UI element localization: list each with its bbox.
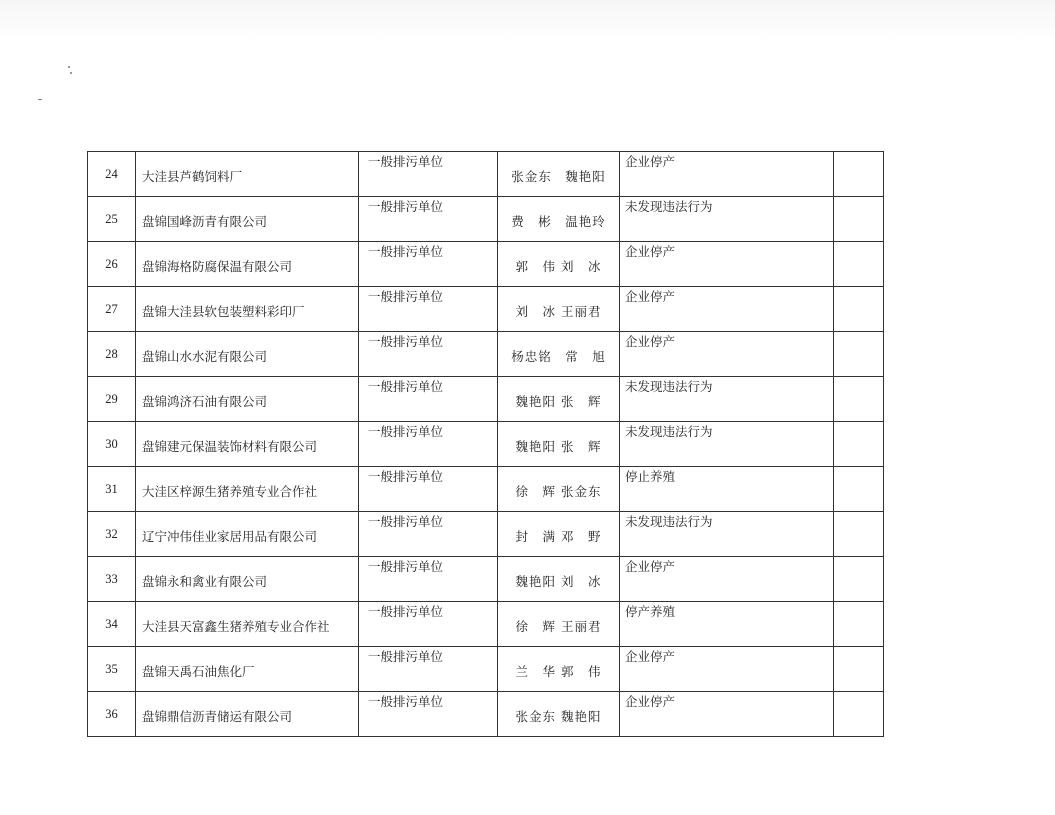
row-number-cell: 29 (88, 377, 136, 422)
company-name-cell: 盘锦大洼县软包装塑料彩印厂 (136, 287, 359, 332)
table-row (88, 602, 884, 647)
company-name-cell: 盘锦鸿济石油有限公司 (136, 377, 359, 422)
company-name-cell: 辽宁冲伟佳业家居用品有限公司 (136, 512, 359, 557)
table-row (88, 377, 884, 422)
inspectors-cell: 封 满 邓 野 (498, 512, 620, 557)
inspectors-cell: 徐 辉 张金东 (498, 467, 620, 512)
inspectors-cell: 徐 辉 王丽君 (498, 602, 620, 647)
inspection-result-cell: 未发现违法行为 (620, 422, 834, 467)
inspection-result-cell: 企业停产 (620, 242, 834, 287)
table-row (88, 467, 884, 512)
table-row (88, 557, 884, 602)
unit-type-cell: 一般排污单位 (359, 602, 498, 647)
remarks-cell (834, 602, 884, 647)
inspection-result-cell: 停产养殖 (620, 602, 834, 647)
remarks-cell (834, 287, 884, 332)
row-number-cell: 28 (88, 332, 136, 377)
scan-speck (68, 66, 70, 68)
company-name-cell: 盘锦海格防腐保温有限公司 (136, 242, 359, 287)
inspection-result-cell: 企业停产 (620, 332, 834, 377)
table-row (88, 152, 884, 197)
inspection-result-cell: 企业停产 (620, 287, 834, 332)
company-name-cell: 大洼区梓源生猪养殖专业合作社 (136, 467, 359, 512)
remarks-cell (834, 467, 884, 512)
unit-type-cell: 一般排污单位 (359, 557, 498, 602)
inspection-result-cell: 停止养殖 (620, 467, 834, 512)
table-row (88, 422, 884, 467)
unit-type-cell: 一般排污单位 (359, 332, 498, 377)
company-name-cell: 盘锦永和禽业有限公司 (136, 557, 359, 602)
unit-type-cell: 一般排污单位 (359, 197, 498, 242)
inspectors-cell: 兰 华 郭 伟 (498, 647, 620, 692)
remarks-cell (834, 557, 884, 602)
inspectors-cell: 郭 伟 刘 冰 (498, 242, 620, 287)
row-number-cell: 30 (88, 422, 136, 467)
inspection-record-table (87, 151, 884, 737)
scan-speck (70, 72, 72, 74)
unit-type-cell: 一般排污单位 (359, 287, 498, 332)
remarks-cell (834, 152, 884, 197)
company-name-cell: 大洼县天富鑫生猪养殖专业合作社 (136, 602, 359, 647)
unit-type-cell: 一般排污单位 (359, 152, 498, 197)
row-number-cell: 25 (88, 197, 136, 242)
inspectors-cell: 费 彬 温艳玲 (498, 197, 620, 242)
row-number-cell: 36 (88, 692, 136, 737)
unit-type-cell: 一般排污单位 (359, 512, 498, 557)
row-number-cell: 31 (88, 467, 136, 512)
inspectors-cell: 刘 冰 王丽君 (498, 287, 620, 332)
company-name-cell: 盘锦鼎信沥青储运有限公司 (136, 692, 359, 737)
remarks-cell (834, 512, 884, 557)
table-row (88, 332, 884, 377)
inspection-result-cell: 企业停产 (620, 557, 834, 602)
row-number-cell: 34 (88, 602, 136, 647)
inspection-result-cell: 企业停产 (620, 692, 834, 737)
unit-type-cell: 一般排污单位 (359, 692, 498, 737)
row-number-cell: 26 (88, 242, 136, 287)
company-name-cell: 盘锦天禹石油焦化厂 (136, 647, 359, 692)
inspectors-cell: 张金东 魏艳阳 (498, 692, 620, 737)
unit-type-cell: 一般排污单位 (359, 647, 498, 692)
company-name-cell: 大洼县芦鹤饲料厂 (136, 152, 359, 197)
table-row (88, 512, 884, 557)
unit-type-cell: 一般排污单位 (359, 377, 498, 422)
table-body (88, 152, 884, 737)
inspection-result-cell: 企业停产 (620, 152, 834, 197)
remarks-cell (834, 422, 884, 467)
inspectors-cell: 魏艳阳 刘 冰 (498, 557, 620, 602)
inspection-result-cell: 未发现违法行为 (620, 377, 834, 422)
table-row (88, 692, 884, 737)
row-number-cell: 27 (88, 287, 136, 332)
table-row (88, 197, 884, 242)
remarks-cell (834, 647, 884, 692)
company-name-cell: 盘锦国峰沥青有限公司 (136, 197, 359, 242)
company-name-cell: 盘锦山水水泥有限公司 (136, 332, 359, 377)
remarks-cell (834, 242, 884, 287)
scan-speck (38, 99, 42, 100)
inspection-result-cell: 未发现违法行为 (620, 197, 834, 242)
row-number-cell: 24 (88, 152, 136, 197)
inspectors-cell: 魏艳阳 张 辉 (498, 377, 620, 422)
table-row (88, 242, 884, 287)
row-number-cell: 35 (88, 647, 136, 692)
inspectors-cell: 魏艳阳 张 辉 (498, 422, 620, 467)
unit-type-cell: 一般排污单位 (359, 422, 498, 467)
remarks-cell (834, 377, 884, 422)
company-name-cell: 盘锦建元保温装饰材料有限公司 (136, 422, 359, 467)
row-number-cell: 33 (88, 557, 136, 602)
remarks-cell (834, 692, 884, 737)
unit-type-cell: 一般排污单位 (359, 242, 498, 287)
unit-type-cell: 一般排污单位 (359, 467, 498, 512)
inspectors-cell: 杨忠铭 常 旭 (498, 332, 620, 377)
inspection-result-cell: 企业停产 (620, 647, 834, 692)
table-row (88, 647, 884, 692)
remarks-cell (834, 197, 884, 242)
row-number-cell: 32 (88, 512, 136, 557)
remarks-cell (834, 332, 884, 377)
inspection-result-cell: 未发现违法行为 (620, 512, 834, 557)
inspectors-cell: 张金东 魏艳阳 (498, 152, 620, 197)
table-row (88, 287, 884, 332)
